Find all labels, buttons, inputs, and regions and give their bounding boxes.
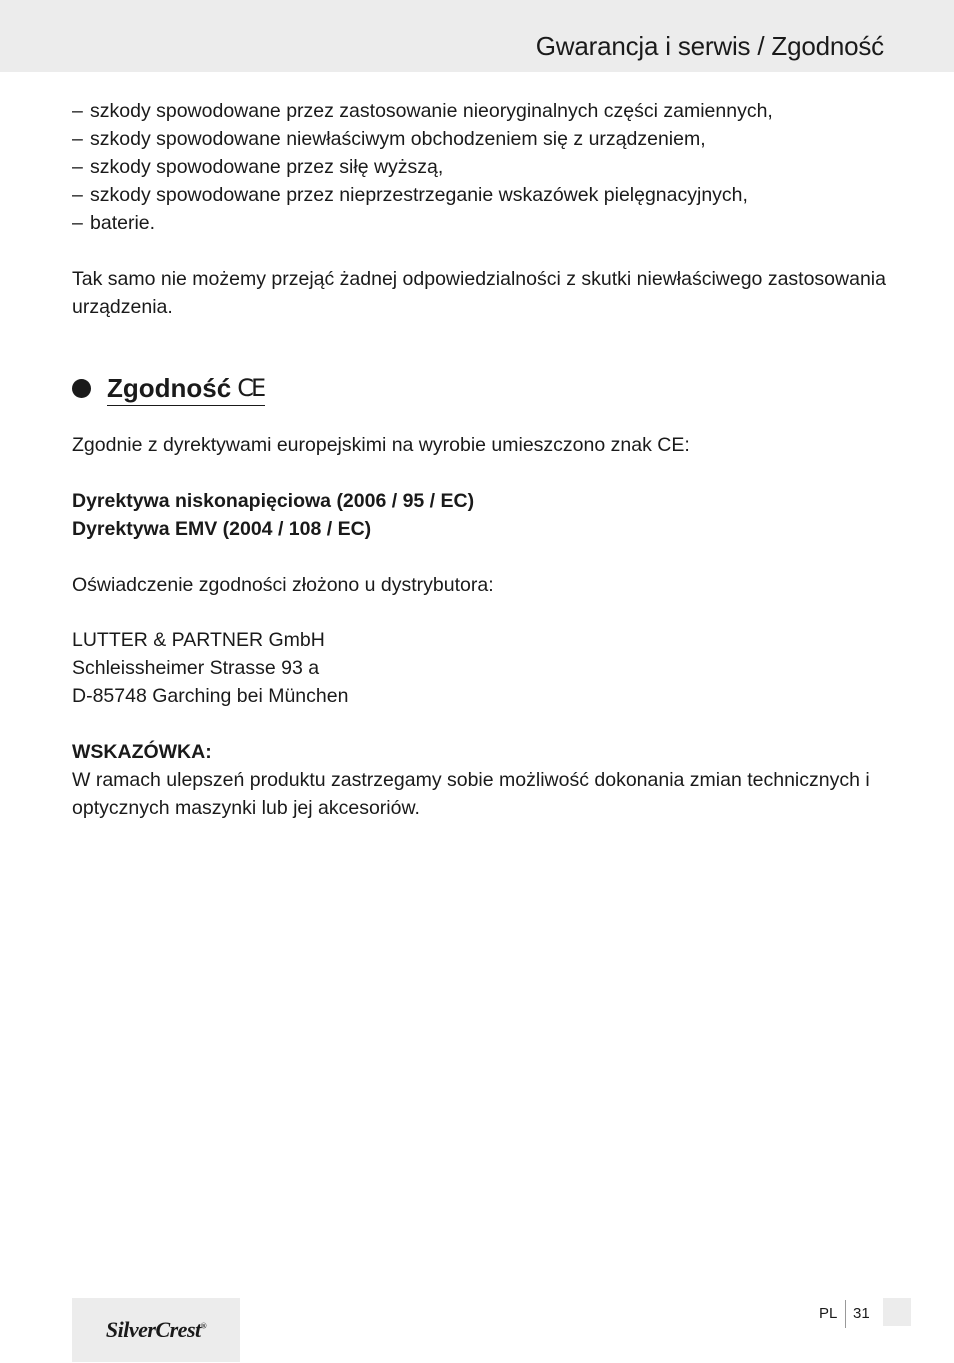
directive-emv: Dyrektywa EMV (2004 / 108 / EC) — [72, 518, 372, 540]
exclusions-list — [72, 97, 773, 237]
footer-divider — [845, 1300, 846, 1328]
header-band — [0, 0, 954, 72]
address-street: Schleissheimer Strasse 93 a — [72, 657, 320, 679]
page-number: 31 — [853, 1305, 870, 1322]
list-item-text: szkody spowodowane przez siłę wyższą, — [90, 156, 444, 178]
conformity-intro: Zgodnie z dyrektywami europejskimi na wyrobie umieszczono znak CE: — [72, 434, 690, 456]
page-tab-marker — [883, 1298, 911, 1326]
registered-mark-icon: ® — [200, 1321, 207, 1331]
dash-marker: – — [72, 128, 83, 150]
note-label: WSKAZÓWKA: — [72, 741, 212, 763]
page-title: Gwarancja i serwis / Zgodność — [535, 31, 884, 61]
section-title: Zgodność — [107, 372, 232, 403]
language-code: PL — [819, 1305, 838, 1322]
liability-paragraph: Tak samo nie możemy przejąć żadnej odpowiedzialności z skutki niewłaściwego zastosowania urządzenia. — [72, 268, 886, 318]
list-item-text: szkody spowodowane niewłaściwym obchodzeniem się z urządzeniem, — [90, 128, 706, 150]
note-text: W ramach ulepszeń produktu zastrzegamy sobie możliwość dokonania zmian technicznych i optycznych maszynki lub jej akcesoriów. — [72, 769, 870, 819]
brand-logo-text: SilverCrest — [105, 1317, 201, 1342]
list-item-text: baterie. — [90, 212, 156, 234]
dash-marker: – — [72, 156, 83, 178]
address-company: LUTTER & PARTNER GmbH — [72, 629, 325, 651]
section-heading — [72, 371, 265, 405]
list-item-text: szkody spowodowane przez zastosowanie nieoryginalnych części zamiennych, — [90, 100, 773, 122]
ce-mark-icon: CE — [237, 373, 264, 402]
section-title-wrap — [107, 371, 265, 406]
list-item — [72, 153, 773, 181]
bullet-icon — [72, 379, 91, 398]
dash-marker: – — [72, 100, 83, 122]
address-city: D-85748 Garching bei München — [72, 685, 349, 707]
directive-low-voltage: Dyrektywa niskonapięciowa (2006 / 95 / EC) — [72, 490, 475, 512]
brand-logo — [72, 1298, 240, 1362]
list-item — [72, 181, 773, 209]
list-item-text: szkody spowodowane przez nieprzestrzeganie wskazówek pielęgnacyjnych, — [90, 184, 748, 206]
list-item — [72, 125, 773, 153]
declaration-text: Oświadczenie zgodności złożono u dystrybutora: — [72, 574, 494, 596]
dash-marker: – — [72, 184, 83, 206]
dash-marker: – — [72, 212, 83, 234]
list-item — [72, 209, 773, 237]
list-item — [72, 97, 773, 125]
